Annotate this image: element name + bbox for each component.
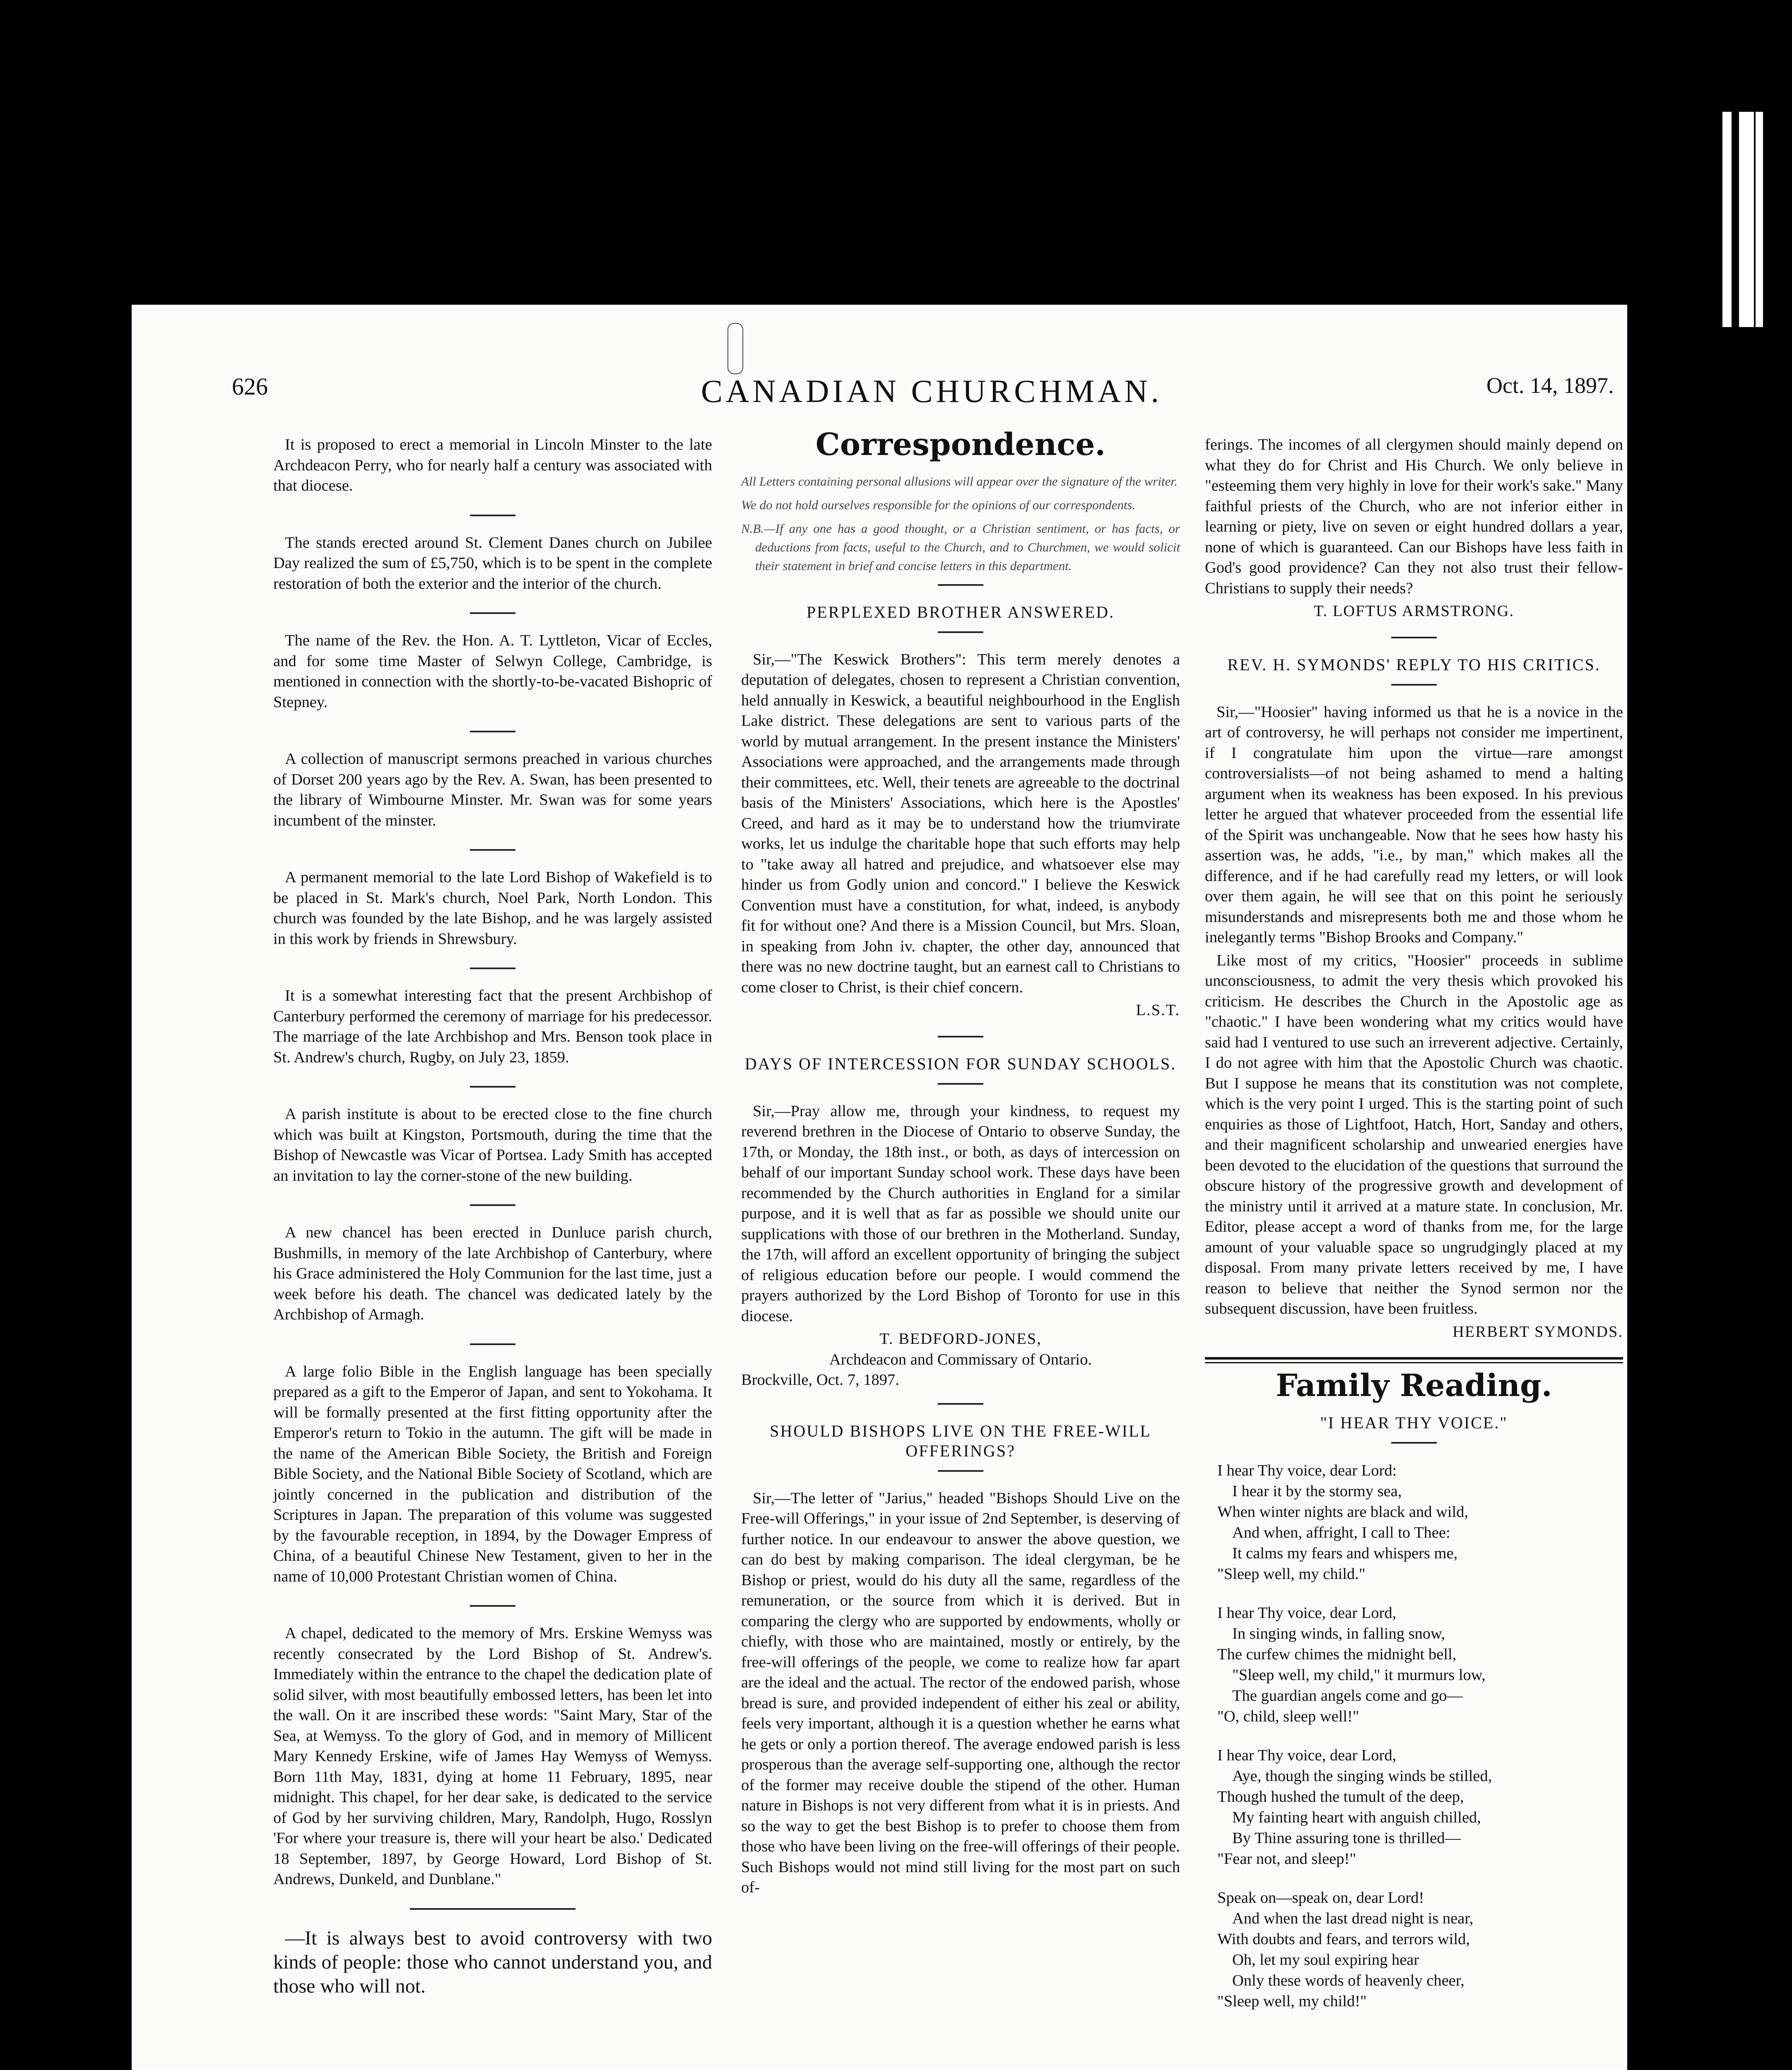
letter-body: Sir,—"The Keswick Brothers": This term merely denotes a deputation of delegates, chosen to represent a Christian convention, held annually in Keswick, a beautiful neighbourhood in the English Lake district. These delegations are sent to various parts of the world by mutual arrangement. In the present instance the Ministers' Associations were approached, and the arrangements made through their committees, etc. Well, their tenets are agreeable to the doctrinal basis of the Ministers' Associations, which here is the Apostles' Creed, and hard as it may be to understand how the triumvirate works, let us indulge the charitable hope that such efforts may help to "take away all hatred and prejudice, and whatsoever else may hinder us from Godly union and concord." I believe the Keswick Convention must have a constitution, for what, indeed, is anybody fit for without one? And there is a Mission Council, but Mrs. Sloan, in speaking from John iv. chapter, the other day, announced that there was no new doctrine taught, but an earnest call to Christians to come closer to Christ, is their chief concern. <box>741 650 1180 996</box>
item-divider <box>470 1204 515 1206</box>
news-item: A permanent memorial to the late Lord Bishop of Wakefield is to be placed in St. Mark's church, Noel Park, North London. This church was founded by the late Bishop, and he was largely assisted in this work by friends in Shrewsbury. <box>273 869 712 948</box>
section-divider <box>1205 1357 1623 1363</box>
item-divider <box>938 1403 983 1405</box>
news-item: A chapel, dedicated to the memory of Mrs. Erskine Wemyss was recently consecrated by the Lord Bishop of St. Andrew's. Immediately within the entrance to the chapel the dedication plate of solid silver, with most beautifully embossed letters, has been let into the wall. On it are inscribed these words: "Saint Mary, Star of the Sea, at Wemyss. To the glory of God, and in memory of Millicent Mary Kennedy Erskine, wife of James Hay Wemyss of Wemyss. Born 11th May, 1831, dying at home 11 February, 1895, near midnight. This chapel, for her dear sake, is dedicated to the service of God by her surviving children, Mary, Randolph, Hugo, Rosslyn 'For where your treasure is, there will your heart be also.' Dedicated 18 September, 1897, by George Howard, Lord Bishop of St. Andrews, Dunkeld, and Dunblane." <box>273 1625 712 1888</box>
letter-office: Archdeacon and Commissary of Ontario. <box>829 1350 1092 1368</box>
poem-line: "Sleep well, my child." <box>1217 1565 1366 1583</box>
page-edge-mark <box>1739 112 1754 327</box>
poem-line: Oh, let my soul expiring hear <box>1232 1951 1419 1969</box>
letter-body: Sir,—"Hoosier" having informed us that he is a novice in the art of controversy, he will perhaps not consider me impertinent, if I congratulate him upon the virtue—rare amongst controversialists—of not being ashamed to mend a halting argument when its weakness has been exposed. In his previous letter he argued that whatever proceeded from the essential life of the Spirit was unchangeable. Now that he sees how hasty his assertion was, he adds, "i.e., by man," which makes all the difference, and if he had carefully read my letters, or will look over them again, he will see that on this point he seriously misunderstands and misrepresents both me and those whom he inelegantly terms "Bishop Brooks and Company." <box>1205 703 1623 946</box>
item-divider <box>470 849 515 851</box>
editorial-notice: We do not hold ourselves responsible for the opinions of our correspondents. <box>741 497 1136 512</box>
news-item: A parish institute is about to be erected close to the fine church which was built at Kingston, Portsmouth, during the time that the Bishop of Newcastle was Vicar of Portsea. Lady Smith has accepted an invitation to lay the corner-stone of the new building. <box>273 1105 712 1184</box>
poem-line: "Sleep well, my child!" <box>1217 1992 1367 2010</box>
poem-line: And when the last dread night is near, <box>1232 1909 1474 1927</box>
poem-title: "I HEAR THY VOICE." <box>1320 1413 1508 1432</box>
closing-maxim: —It is always best to avoid controversy with two kinds of people: those who cannot understand you, and those who will not. <box>273 1927 712 1997</box>
poem-line: My fainting heart with anguish chilled, <box>1232 1808 1481 1826</box>
poem-line: Speak on—speak on, dear Lord! <box>1217 1889 1424 1906</box>
item-divider <box>938 1083 983 1085</box>
poem-line: In singing winds, in falling snow, <box>1232 1625 1445 1642</box>
section-title-family-reading: Family Reading. <box>1276 1368 1552 1403</box>
letter-place: Brockville, Oct. 7, 1897. <box>741 1371 899 1389</box>
letter-title: DAYS OF INTERCESSION FOR SUNDAY SCHOOLS. <box>744 1054 1177 1073</box>
item-divider <box>470 515 515 516</box>
letter-signature: HERBERT SYMONDS. <box>1452 1323 1623 1341</box>
letter-continuation: ferings. The incomes of all clergymen should mainly depend on what they do for Christ and His Church. We only believe in "esteeming them very highly in love for their work's sake." Many faithful priests of the Church, who are not inferior either in learning or piety, live on seven or eight hundred dollars a year, none of which is guaranteed. Can our Bishops have less faith in God's good providence? Can they not also trust their fellow-Christians to supply their needs? <box>1205 436 1623 597</box>
letter-signature: L.S.T. <box>1136 1001 1180 1019</box>
item-divider <box>470 1086 515 1088</box>
item-divider <box>470 731 515 732</box>
letter-title: SHOULD BISHOPS LIVE ON THE FREE-WILL OFFERINGS? <box>770 1421 1151 1460</box>
poem-line: Though hushed the tumult of the deep, <box>1217 1788 1464 1805</box>
poem-stanza <box>1217 1460 1623 1584</box>
poem-line: The guardian angels come and go— <box>1232 1687 1463 1704</box>
poem-line: The curfew chimes the midnight bell, <box>1217 1645 1457 1663</box>
page-edge-mark <box>1756 112 1763 327</box>
poem-line: I hear it by the stormy sea, <box>1232 1482 1402 1500</box>
news-item: The stands erected around St. Clement Danes church on Jubilee Day realized the sum of £5,750, which is to be spent in the complete restoration of both the exterior and the interior of the church. <box>273 534 712 592</box>
item-divider <box>470 612 515 614</box>
news-item: A new chancel has been erected in Dunluce parish church, Bushmills, in memory of the late Archbishop of Canterbury, where his Grace administered the Holy Communion for the last time, just a week before his death. The chancel was dedicated lately by the Archbishop of Armagh. <box>273 1224 712 1323</box>
item-divider <box>470 1343 515 1345</box>
page-edge-mark <box>1722 112 1732 327</box>
section-divider <box>410 1908 576 1910</box>
item-divider <box>938 584 983 586</box>
letter-body: Like most of my critics, "Hoosier" proceeds in sublime unconsciousness, to admit the very thesis which provoked his criticism. He describes the Church in the Apostolic age as "chaotic." I have been wondering what my critics would have said had I ventured to use such an irreverent adjective. Certainly, I do not agree with him that the Apostolic Church was chaotic. But I suppose he means that its constitution was not complete, which is the very point I urged. This is the starting point of such enquiries as those of Lightfoot, Hatch, Hort, Sanday and others, and their magnificent scholarship and unwearied energies have been devoted to the elucidation of the questions that surround the obscure history of the progressive growth and development of the ministry until it arrived at a mature state. In conclusion, Mr. Editor, please accept a word of thanks from me, for the large amount of your valuable space so ungrudgingly placed at my disposal. From many private letters received by me, I have reason to believe that neither the Synod sermon nor the subsequent discussion, have been fruitless. <box>1205 951 1623 1317</box>
poem-line: I hear Thy voice, dear Lord, <box>1217 1604 1397 1622</box>
poem-line: "Sleep well, my child," it murmurs low, <box>1232 1666 1486 1684</box>
poem-line: I hear Thy voice, dear Lord, <box>1217 1746 1397 1764</box>
news-item: A large folio Bible in the English language has been specially prepared as a gift to the Emperor of Japan, and sent to Yokohama. It will be formally presented at the first fitting opportunity after the Emperor's return to Tokio in the autumn. The gift will be made in the name of the American Bible Society, the British and Foreign Bible Society, and the National Bible Society of Scotland, which are jointly concerned in the publication and distribution of the Scriptures in Japan. The preparation of this volume was suggested by the favourable reception, in 1894, by the Dowager Empress of China, of a beautiful Chinese New Testament, given to her in the name of 10,000 Protestant Christian women of China. <box>273 1362 712 1585</box>
column-correspondence-continued <box>1205 435 1623 2030</box>
poem-stanza <box>1217 1887 1623 2012</box>
item-divider <box>938 631 983 633</box>
news-item: A collection of manuscript sermons preached in various churches of Dorset 200 years ago by the Rev. A. Swan, has been presented to the library of Wimbourne Minster. Mr. Swan was for some years incumbent of the minster. <box>273 750 712 829</box>
poem-line: By Thine assuring tone is thrilled— <box>1232 1829 1461 1847</box>
poem-line: When winter nights are black and wild, <box>1217 1503 1469 1521</box>
news-item: It is a somewhat interesting fact that the present Archbishop of Canterbury performed the ceremony of marriage for his predecessor. The marriage of the late Archbishop and Mrs. Benson took place in St. Andrew's church, Rugby, on July 23, 1859. <box>273 987 712 1066</box>
poem-line: And when, affright, I call to Thee: <box>1232 1524 1450 1541</box>
poem-stanza <box>1217 1603 1623 1727</box>
masthead: CANADIAN CHURCHMAN. <box>701 373 1163 409</box>
section-title-correspondence: Correspondence. <box>815 427 1106 462</box>
item-divider <box>1391 1442 1437 1444</box>
letter-title: PERPLEXED BROTHER ANSWERED. <box>806 602 1115 621</box>
poem-line: It calms my fears and whispers me, <box>1232 1544 1458 1562</box>
poem-line: Aye, though the singing winds be stilled, <box>1232 1767 1492 1785</box>
poem-line: Only these words of heavenly cheer, <box>1232 1971 1464 1989</box>
news-item: It is proposed to erect a memorial in Lincoln Minster to the late Archdeacon Perry, who for nearly half a century was associated with that diocese. <box>273 436 712 494</box>
binding-mark <box>727 323 743 374</box>
news-item: The name of the Rev. the Hon. A. T. Lyttleton, Vicar of Eccles, and for some time Master of Selwyn College, Cambridge, is mentioned in connection with the shortly-to-be-vacated Bishopric of Stepney. <box>273 632 712 711</box>
poem-line: "Fear not, and sleep!" <box>1217 1850 1356 1868</box>
letter-body: Sir,—The letter of "Jarius," headed "Bishops Should Live on the Free-will Offerings," in your issue of 2nd September, is deserving of further notice. In our endeavour to answer the above question, we can do best by making comparison. The ideal clergyman, be he Bishop or priest, would do his duty all the same, regardless of the remuneration, or the source from which it is derived. But in comparing the clergy who are supported by endowments, wholly or chiefly, with those who are maintained, mostly or entirely, by the free-will offerings of the people, we come to realize how far apart are the ideal and the actual. The rector of the endowed parish, whose bread is sure, and provided independent of either his zeal or ability, feels very important, although it is a question whether he earns what he gets or only a portion thereof. The average endowed parish is less prosperous than the average self-supporting one, although the rector of the former may receive double the stipend of the other. Human nature in Bishops is not very different from what it is in priests. And so the way to get the best Bishop is to prefer to choose them from those who have been living on the free-will offerings of their people. Such Bishops would not mind still living for the most part on such of- <box>741 1489 1180 1896</box>
item-divider <box>938 1470 983 1472</box>
item-divider <box>938 1036 983 1037</box>
column-correspondence <box>741 427 1180 1916</box>
item-divider <box>470 1605 515 1607</box>
poem-line: "O, child, sleep well!" <box>1217 1707 1359 1725</box>
letter-signature: T. BEDFORD-JONES, <box>879 1330 1042 1348</box>
editorial-notice: N.B.—If any one has a good thought, or a Christian sentiment, or has facts, or deductions from facts, useful to the Church, and to Churchmen, we would solicit their statement in brief and concise letters in this department. <box>741 521 1180 573</box>
item-divider <box>1391 684 1437 686</box>
letter-title: REV. H. SYMONDS' REPLY TO HIS CRITICS. <box>1227 655 1601 674</box>
letter-body: Sir,—Pray allow me, through your kindness, to request my reverend brethren in the Diocese of Ontario to observe Sunday, the 17th, or Monday, the 18th inst., or both, as days of intercession on behalf of our important Sunday school work. These days have been recommended by the Church authorities in England for a similar purpose, and it is well that as far as possible we should unite our supplications with those of our brethren in the Motherland. Sunday, the 17th, will afford an excellent opportunity of bringing the subject of religious education before our people. I would commend the prayers authorized by the Lord Bishop of Toronto for use in this diocese. <box>741 1102 1180 1325</box>
poem-line: I hear Thy voice, dear Lord: <box>1217 1461 1397 1479</box>
item-divider <box>470 968 515 969</box>
column-news <box>273 435 712 2017</box>
poem-line: With doubts and fears, and terrors wild, <box>1217 1930 1470 1948</box>
item-divider <box>1391 637 1437 638</box>
letter-signature: T. LOFTUS ARMSTRONG. <box>1313 602 1515 620</box>
poem-stanza <box>1217 1745 1623 1869</box>
editorial-notice: All Letters containing personal allusions will appear over the signature of the writer. <box>741 474 1178 489</box>
page-number: 626 <box>232 373 268 400</box>
issue-date: Oct. 14, 1897. <box>1486 373 1614 398</box>
